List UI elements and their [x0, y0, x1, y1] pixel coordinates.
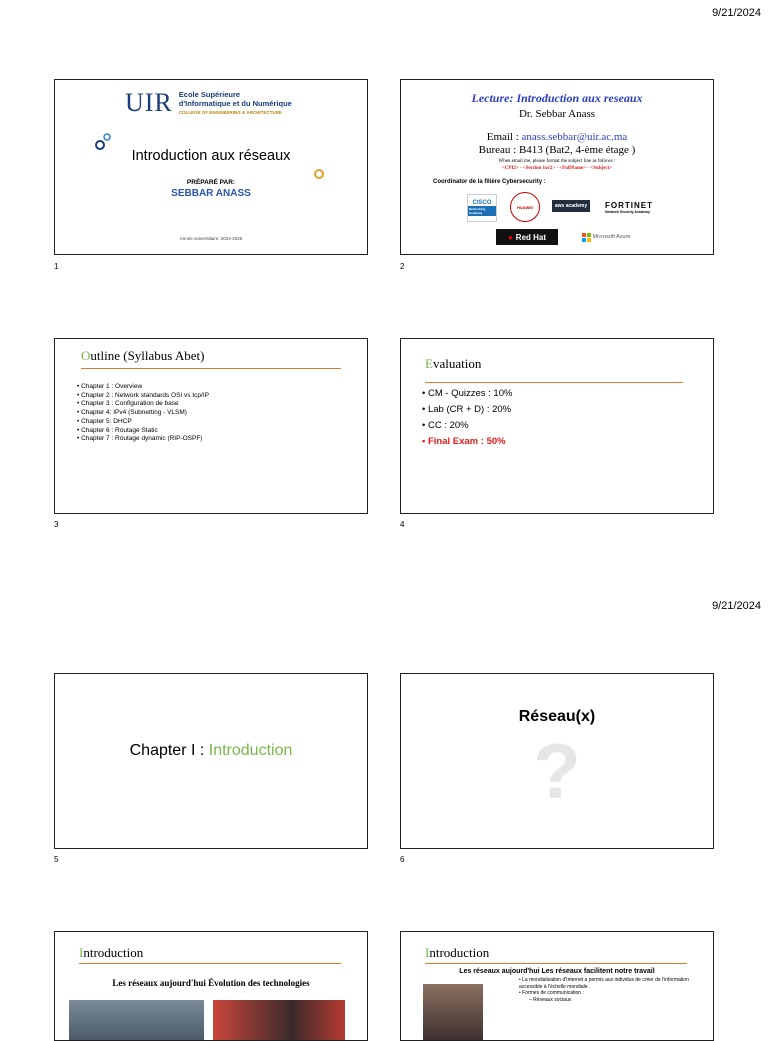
page-date: 9/21/2024 — [712, 7, 761, 19]
slide-4[interactable] — [400, 338, 714, 514]
slide-4-title: Evaluation — [425, 356, 482, 371]
slide-number: 3 — [54, 520, 59, 529]
slide-7[interactable] — [54, 931, 368, 1041]
city-photo — [69, 1000, 204, 1040]
email-link[interactable]: anass.sebbar@uir.ac.ma — [521, 131, 628, 143]
chapter-title: Chapter I : Introduction — [129, 742, 293, 759]
slide-6[interactable] — [400, 673, 714, 849]
cisco-logo: CISCO Networking Academy — [467, 194, 497, 222]
list-item: • Formes de communication : — [519, 990, 584, 996]
list-item: • La mondialisation d'Internet a permis aux individus de créer de l'information accessible à l'échelle mondiale. — [519, 977, 689, 990]
outline-list — [77, 383, 209, 444]
page-date: 9/21/2024 — [712, 600, 761, 612]
email-format-note: When email me, please format the subject line as follows : — [498, 159, 616, 164]
slide-6-title: Réseau(x) — [518, 708, 596, 725]
school-name-line3: COLLEGE OF ENGINEERING & ARCHITECTURE — [178, 109, 282, 115]
list-item: • Final Exam : 50% — [422, 436, 506, 447]
prepared-by-label: PRÉPARÉ PAR: — [186, 179, 236, 186]
uir-logo-mark: UIR — [125, 88, 173, 117]
academic-year: Année universitaire: 2024-2025 — [179, 236, 243, 241]
teacher-name: Dr. Sebbar Anass — [518, 108, 596, 120]
microsoft-azure-logo: Microsoft Azure — [574, 230, 638, 244]
list-item: – Réseaux sociaux — [529, 996, 572, 1003]
aws-academy-logo: aws academy — [552, 200, 590, 212]
slide-2[interactable] — [400, 79, 714, 255]
list-item: • Chapter 3 : Configuration de base — [77, 400, 179, 408]
evaluation-list — [422, 386, 512, 450]
title-rule — [79, 963, 341, 964]
coordinator-label: Coordinator de la filière Cybersecurity : — [433, 179, 546, 185]
question-mark-icon: ? — [533, 727, 581, 815]
technology-photo — [213, 1000, 345, 1040]
slide-7-subtitle: Les réseaux aujourd'hui Évolution des technologies — [112, 978, 310, 988]
list-item: • CM - Quizzes : 10% — [422, 388, 513, 399]
slide-8[interactable] — [400, 931, 714, 1041]
school-name-line2: d'Informatique et du Numérique — [178, 98, 292, 108]
slide-number: 6 — [400, 855, 405, 864]
title-rule — [81, 368, 341, 369]
slide-number: 2 — [400, 262, 405, 271]
slide-8-title: Introduction — [425, 945, 490, 960]
author-name: SEBBAR ANASS — [171, 188, 251, 199]
slide-7-title: Introduction — [79, 945, 144, 960]
slide-1[interactable] — [54, 79, 368, 255]
huawei-logo: HUAWEI — [510, 192, 540, 222]
slide-3-title: Outline (Syllabus Abet) — [81, 348, 205, 363]
list-item: • Chapter 6 : Routage Static — [77, 426, 158, 434]
microsoft-squares-icon — [582, 233, 591, 242]
bureau-line: Bureau : B413 (Bat2, 4-ème étage ) — [478, 144, 636, 156]
uir-logo — [125, 88, 292, 118]
slide-3[interactable] — [54, 338, 368, 514]
email-format: <CPI2> - <Section 1or2> - <FullName> - <Subject> — [501, 166, 613, 171]
list-item: • Lab (CR + D) : 20% — [422, 404, 512, 415]
slide-number: 5 — [54, 855, 59, 864]
people-photo — [423, 984, 483, 1040]
title-rule — [425, 963, 687, 964]
lecture-title: Lecture: Introduction aux reseaux — [471, 91, 643, 105]
fortinet-logo: FORTINET Network Security Academy — [605, 200, 653, 214]
slide-number: 4 — [400, 520, 405, 529]
slide-number: 1 — [54, 262, 59, 271]
list-item: • Chapter 2 : Network standards OSI vs tcp/IP — [77, 391, 209, 399]
list-item: • CC : 20% — [422, 420, 469, 431]
list-item: • Chapter 4: IPv4 (Subnetting - VLSM) — [77, 409, 187, 417]
slide-8-bullets — [509, 977, 709, 1003]
list-item: • Chapter 1 : Overview — [77, 383, 143, 390]
school-name-line1: Ecole Supérieure — [178, 89, 241, 99]
email-line: Email : anass.sebbar@uir.ac.ma — [486, 131, 628, 143]
slide-1-title: Introduction aux réseaux — [131, 148, 291, 164]
title-rule — [425, 382, 683, 383]
slide-5[interactable] — [54, 673, 368, 849]
list-item: • Chapter 7 : Routage dynamic (RIP-OSPF) — [77, 435, 203, 443]
slide-8-subtitle: Les réseaux aujourd'hui Les réseaux facilitent notre travail — [459, 968, 655, 975]
list-item: • Chapter 5: DHCP — [77, 417, 132, 425]
redhat-logo: ● Red Hat — [496, 229, 558, 245]
